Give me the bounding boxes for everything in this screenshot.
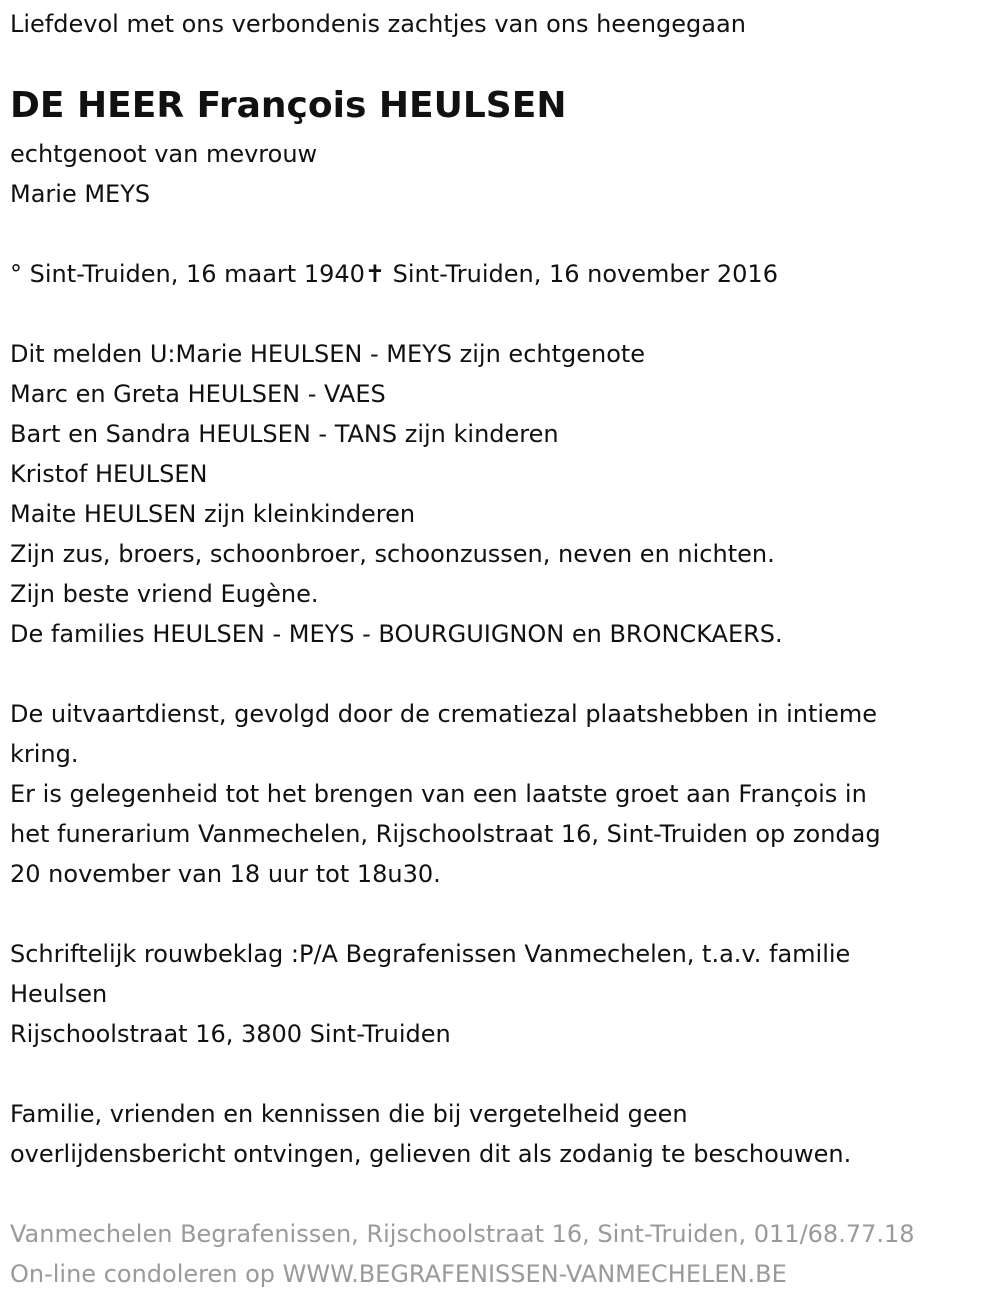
family-line: Kristof HEULSEN	[10, 460, 208, 488]
footer-address: Vanmechelen Begrafenissen, Rijschoolstraat 16, Sint-Truiden, 011/68.77.18	[10, 1220, 915, 1248]
notice-text	[10, 1094, 851, 1174]
birth-death-dates	[10, 254, 778, 294]
family-line: De families HEULSEN - MEYS - BOURGUIGNON en BRONCKAERS.	[10, 620, 783, 648]
family-list	[10, 334, 783, 654]
funeral-home-footer	[10, 1214, 915, 1294]
ceremony-line: 20 november van 18 uur tot 18u30.	[10, 860, 441, 888]
condolence-line: Schriftelijk rouwbeklag :P/A Begrafenissen Vanmechelen, t.a.v. familie	[10, 940, 851, 968]
family-line: Maite HEULSEN zijn kleinkinderen	[10, 500, 416, 528]
footer-website: On-line condoleren op WWW.BEGRAFENISSEN-VANMECHELEN.BE	[10, 1260, 787, 1288]
family-line: Dit melden U:Marie HEULSEN - MEYS zijn echtgenote	[10, 340, 646, 368]
spouse-name: Marie MEYS	[10, 180, 151, 208]
ceremony-info	[10, 694, 881, 894]
intro-line: Liefdevol met ons verbondenis zachtjes van ons heengegaan	[10, 10, 746, 38]
birth-info: ° Sint-Truiden, 16 maart 1940	[10, 260, 365, 288]
deceased-name: DE HEER François HEULSEN	[10, 85, 567, 126]
family-line: Zijn zus, broers, schoonbroer, schoonzussen, neven en nichten.	[10, 540, 775, 568]
ceremony-line: het funerarium Vanmechelen, Rijschoolstraat 16, Sint-Truiden op zondag	[10, 820, 881, 848]
ceremony-line: De uitvaartdienst, gevolgd door de crematiezal plaatshebben in intieme	[10, 700, 877, 728]
notice-line: overlijdensbericht ontvingen, gelieven dit als zodanig te beschouwen.	[10, 1140, 852, 1168]
family-line: Bart en Sandra HEULSEN - TANS zijn kinderen	[10, 420, 559, 448]
cross-icon: ✝	[364, 260, 386, 288]
notice-line: Familie, vrienden en kennissen die bij vergetelheid geen	[10, 1100, 688, 1128]
condolence-line: Heulsen	[10, 980, 108, 1008]
family-line: Marc en Greta HEULSEN - VAES	[10, 380, 386, 408]
ceremony-line: Er is gelegenheid tot het brengen van een laatste groet aan François in	[10, 780, 867, 808]
ceremony-line: kring.	[10, 740, 79, 768]
condolence-address	[10, 934, 850, 1054]
spouse-line: echtgenoot van mevrouw	[10, 140, 318, 168]
death-info: Sint-Truiden, 16 november 2016	[385, 260, 778, 288]
spouse-block	[10, 134, 317, 214]
family-line: Zijn beste vriend Eugène.	[10, 580, 319, 608]
condolence-line: Rijschoolstraat 16, 3800 Sint-Truiden	[10, 1020, 451, 1048]
